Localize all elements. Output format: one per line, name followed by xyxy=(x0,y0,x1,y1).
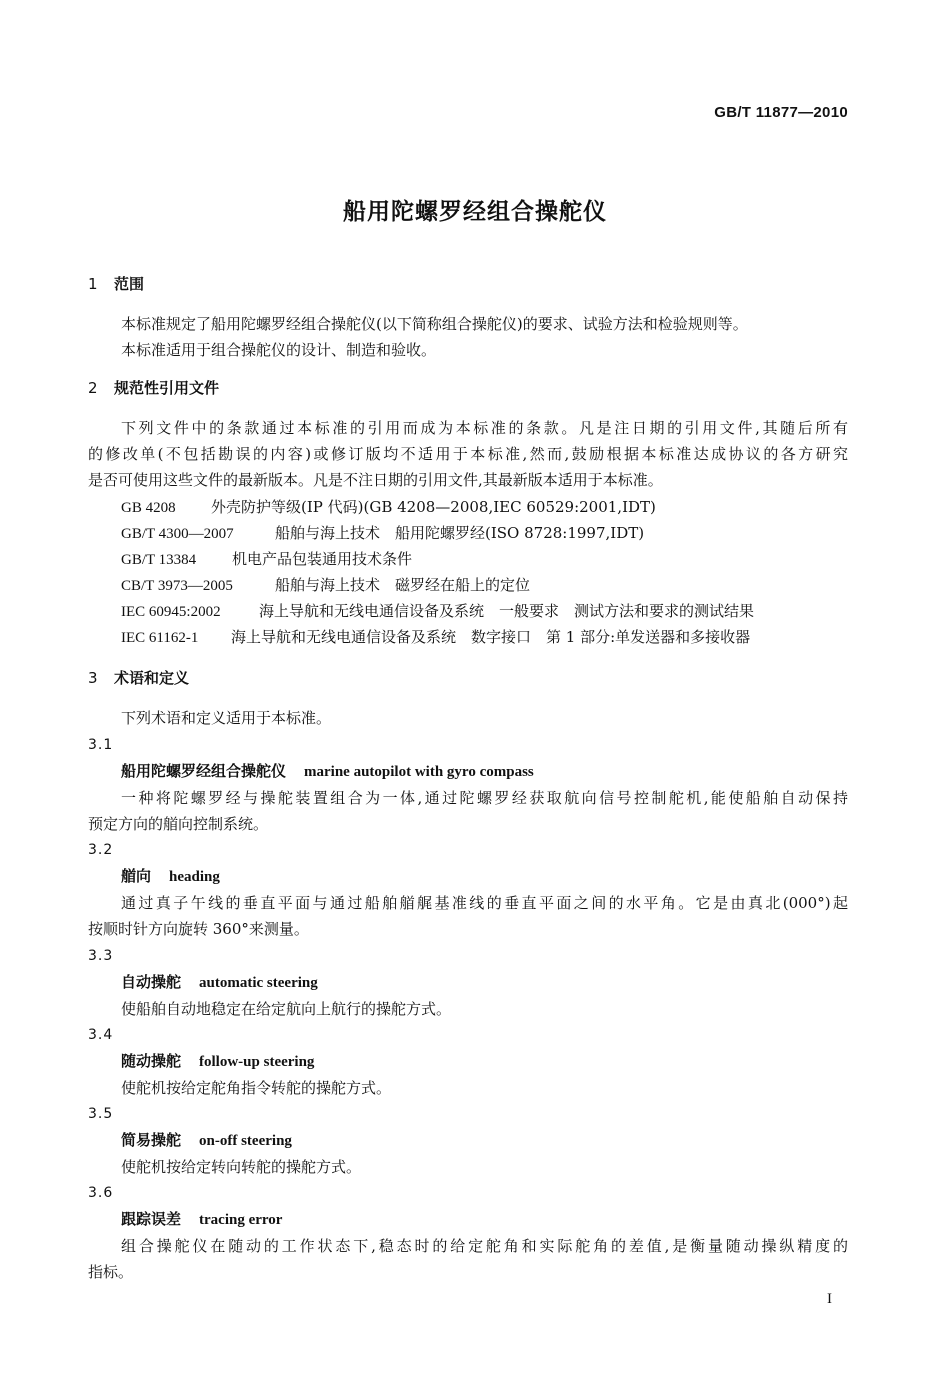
term-en: heading xyxy=(169,869,220,885)
term-entry xyxy=(121,1130,292,1151)
definition-line: 使舵机按给定舵角指令转舵的操舵方式。 xyxy=(121,1079,392,1097)
reference-item xyxy=(121,627,750,648)
paragraph-line: 是否可使用这些文件的最新版本。凡是不注日期的引用文件,其最新版本适用于本标准。 xyxy=(88,471,663,489)
reference-code: GB 4208 xyxy=(121,500,176,516)
reference-item xyxy=(121,497,656,518)
reference-code: IEC 61162-1 xyxy=(121,630,199,646)
definition-line: 通过真子午线的垂直平面与通过船舶艏艉基准线的垂直平面之间的水平角。它是由真北(000°)起 xyxy=(121,894,848,912)
definition-line: 使舵机按给定转向转舵的操舵方式。 xyxy=(121,1158,362,1176)
reference-title: 船舶与海上技术 磁罗经在船上的定位 xyxy=(275,576,531,594)
paragraph: 下列术语和定义适用于本标准。 xyxy=(121,709,332,727)
term-zh: 随动操舵 xyxy=(121,1052,182,1070)
term-entry xyxy=(121,972,318,993)
reference-code: GB/T 13384 xyxy=(121,552,197,568)
page-number: I xyxy=(827,1291,832,1307)
document-code: GB/T 11877—2010 xyxy=(714,104,848,121)
definition-line: 使船舶自动地稳定在给定航向上航行的操舵方式。 xyxy=(121,1000,452,1018)
definition-line: 组合操舵仪在随动的工作状态下,稳态时的给定舵角和实际舵角的差值,是衡量随动操纵精度的 xyxy=(121,1237,848,1255)
clause-number: 3.3 xyxy=(88,948,114,964)
term-zh: 跟踪误差 xyxy=(121,1210,182,1228)
term-en: marine autopilot with gyro compass xyxy=(304,764,534,780)
section-3-heading xyxy=(88,668,189,688)
reference-item xyxy=(121,601,754,622)
term-en: follow-up steering xyxy=(199,1054,315,1070)
term-zh: 简易操舵 xyxy=(121,1131,182,1149)
section-number: 1 xyxy=(88,275,98,293)
reference-item xyxy=(121,549,412,570)
term-zh: 船用陀螺罗经组合操舵仪 xyxy=(121,762,287,780)
term-zh: 自动操舵 xyxy=(121,973,182,991)
paragraph: 本标准适用于组合操舵仪的设计、制造和验收。 xyxy=(121,341,437,359)
reference-code: IEC 60945:2002 xyxy=(121,604,221,620)
term-en: tracing error xyxy=(199,1212,283,1228)
paragraph-line: 的修改单(不包括勘误的内容)或修订版均不适用于本标准,然而,鼓励根据本标准达成协议的各方研究 xyxy=(88,445,848,463)
term-en: on-off steering xyxy=(199,1133,292,1149)
section-title: 规范性引用文件 xyxy=(114,379,220,397)
reference-title: 外壳防护等级(IP 代码)(GB 4208—2008,IEC 60529:2001,IDT) xyxy=(211,498,656,516)
term-entry xyxy=(121,1209,282,1230)
clause-number: 3.4 xyxy=(88,1027,114,1043)
clause-number: 3.6 xyxy=(88,1185,114,1201)
reference-title: 海上导航和无线电通信设备及系统 一般要求 测试方法和要求的测试结果 xyxy=(259,602,755,620)
reference-code: CB/T 3973—2005 xyxy=(121,578,233,594)
reference-title: 机电产品包装通用技术条件 xyxy=(232,550,413,568)
section-title: 术语和定义 xyxy=(114,669,190,687)
section-1-heading xyxy=(88,274,144,294)
definition-line: 一种将陀螺罗经与操舵装置组合为一体,通过陀螺罗经获取航向信号控制舵机,能使船舶自动保持 xyxy=(121,789,848,807)
paragraph-line: 下列文件中的条款通过本标准的引用而成为本标准的条款。凡是注日期的引用文件,其随后所有 xyxy=(121,419,848,437)
section-2-heading xyxy=(88,378,219,398)
page-title: 船用陀螺罗经组合操舵仪 xyxy=(343,199,607,225)
reference-title: 海上导航和无线电通信设备及系统 数字接口 第 1 部分:单发送器和多接收器 xyxy=(231,628,751,646)
clause-number: 3.1 xyxy=(88,737,114,753)
definition-line: 预定方向的艏向控制系统。 xyxy=(88,815,269,833)
section-title: 范围 xyxy=(114,275,145,293)
reference-code: GB/T 4300—2007 xyxy=(121,526,234,542)
term-entry xyxy=(121,866,220,887)
clause-number: 3.2 xyxy=(88,842,114,858)
paragraph: 本标准规定了船用陀螺罗经组合操舵仪(以下简称组合操舵仪)的要求、试验方法和检验规则等。 xyxy=(121,315,748,333)
definition-line: 按顺时针方向旋转 360°来测量。 xyxy=(88,920,309,938)
term-zh: 艏向 xyxy=(121,867,152,885)
reference-item xyxy=(121,575,530,596)
reference-item xyxy=(121,523,644,544)
term-entry xyxy=(121,1051,314,1072)
definition-line: 指标。 xyxy=(88,1263,134,1281)
term-en: automatic steering xyxy=(199,975,318,991)
reference-title: 船舶与海上技术 船用陀螺罗经(ISO 8728:1997,IDT) xyxy=(275,524,645,542)
section-number: 2 xyxy=(88,379,98,397)
section-number: 3 xyxy=(88,669,98,687)
term-entry xyxy=(121,761,534,782)
clause-number: 3.5 xyxy=(88,1106,114,1122)
